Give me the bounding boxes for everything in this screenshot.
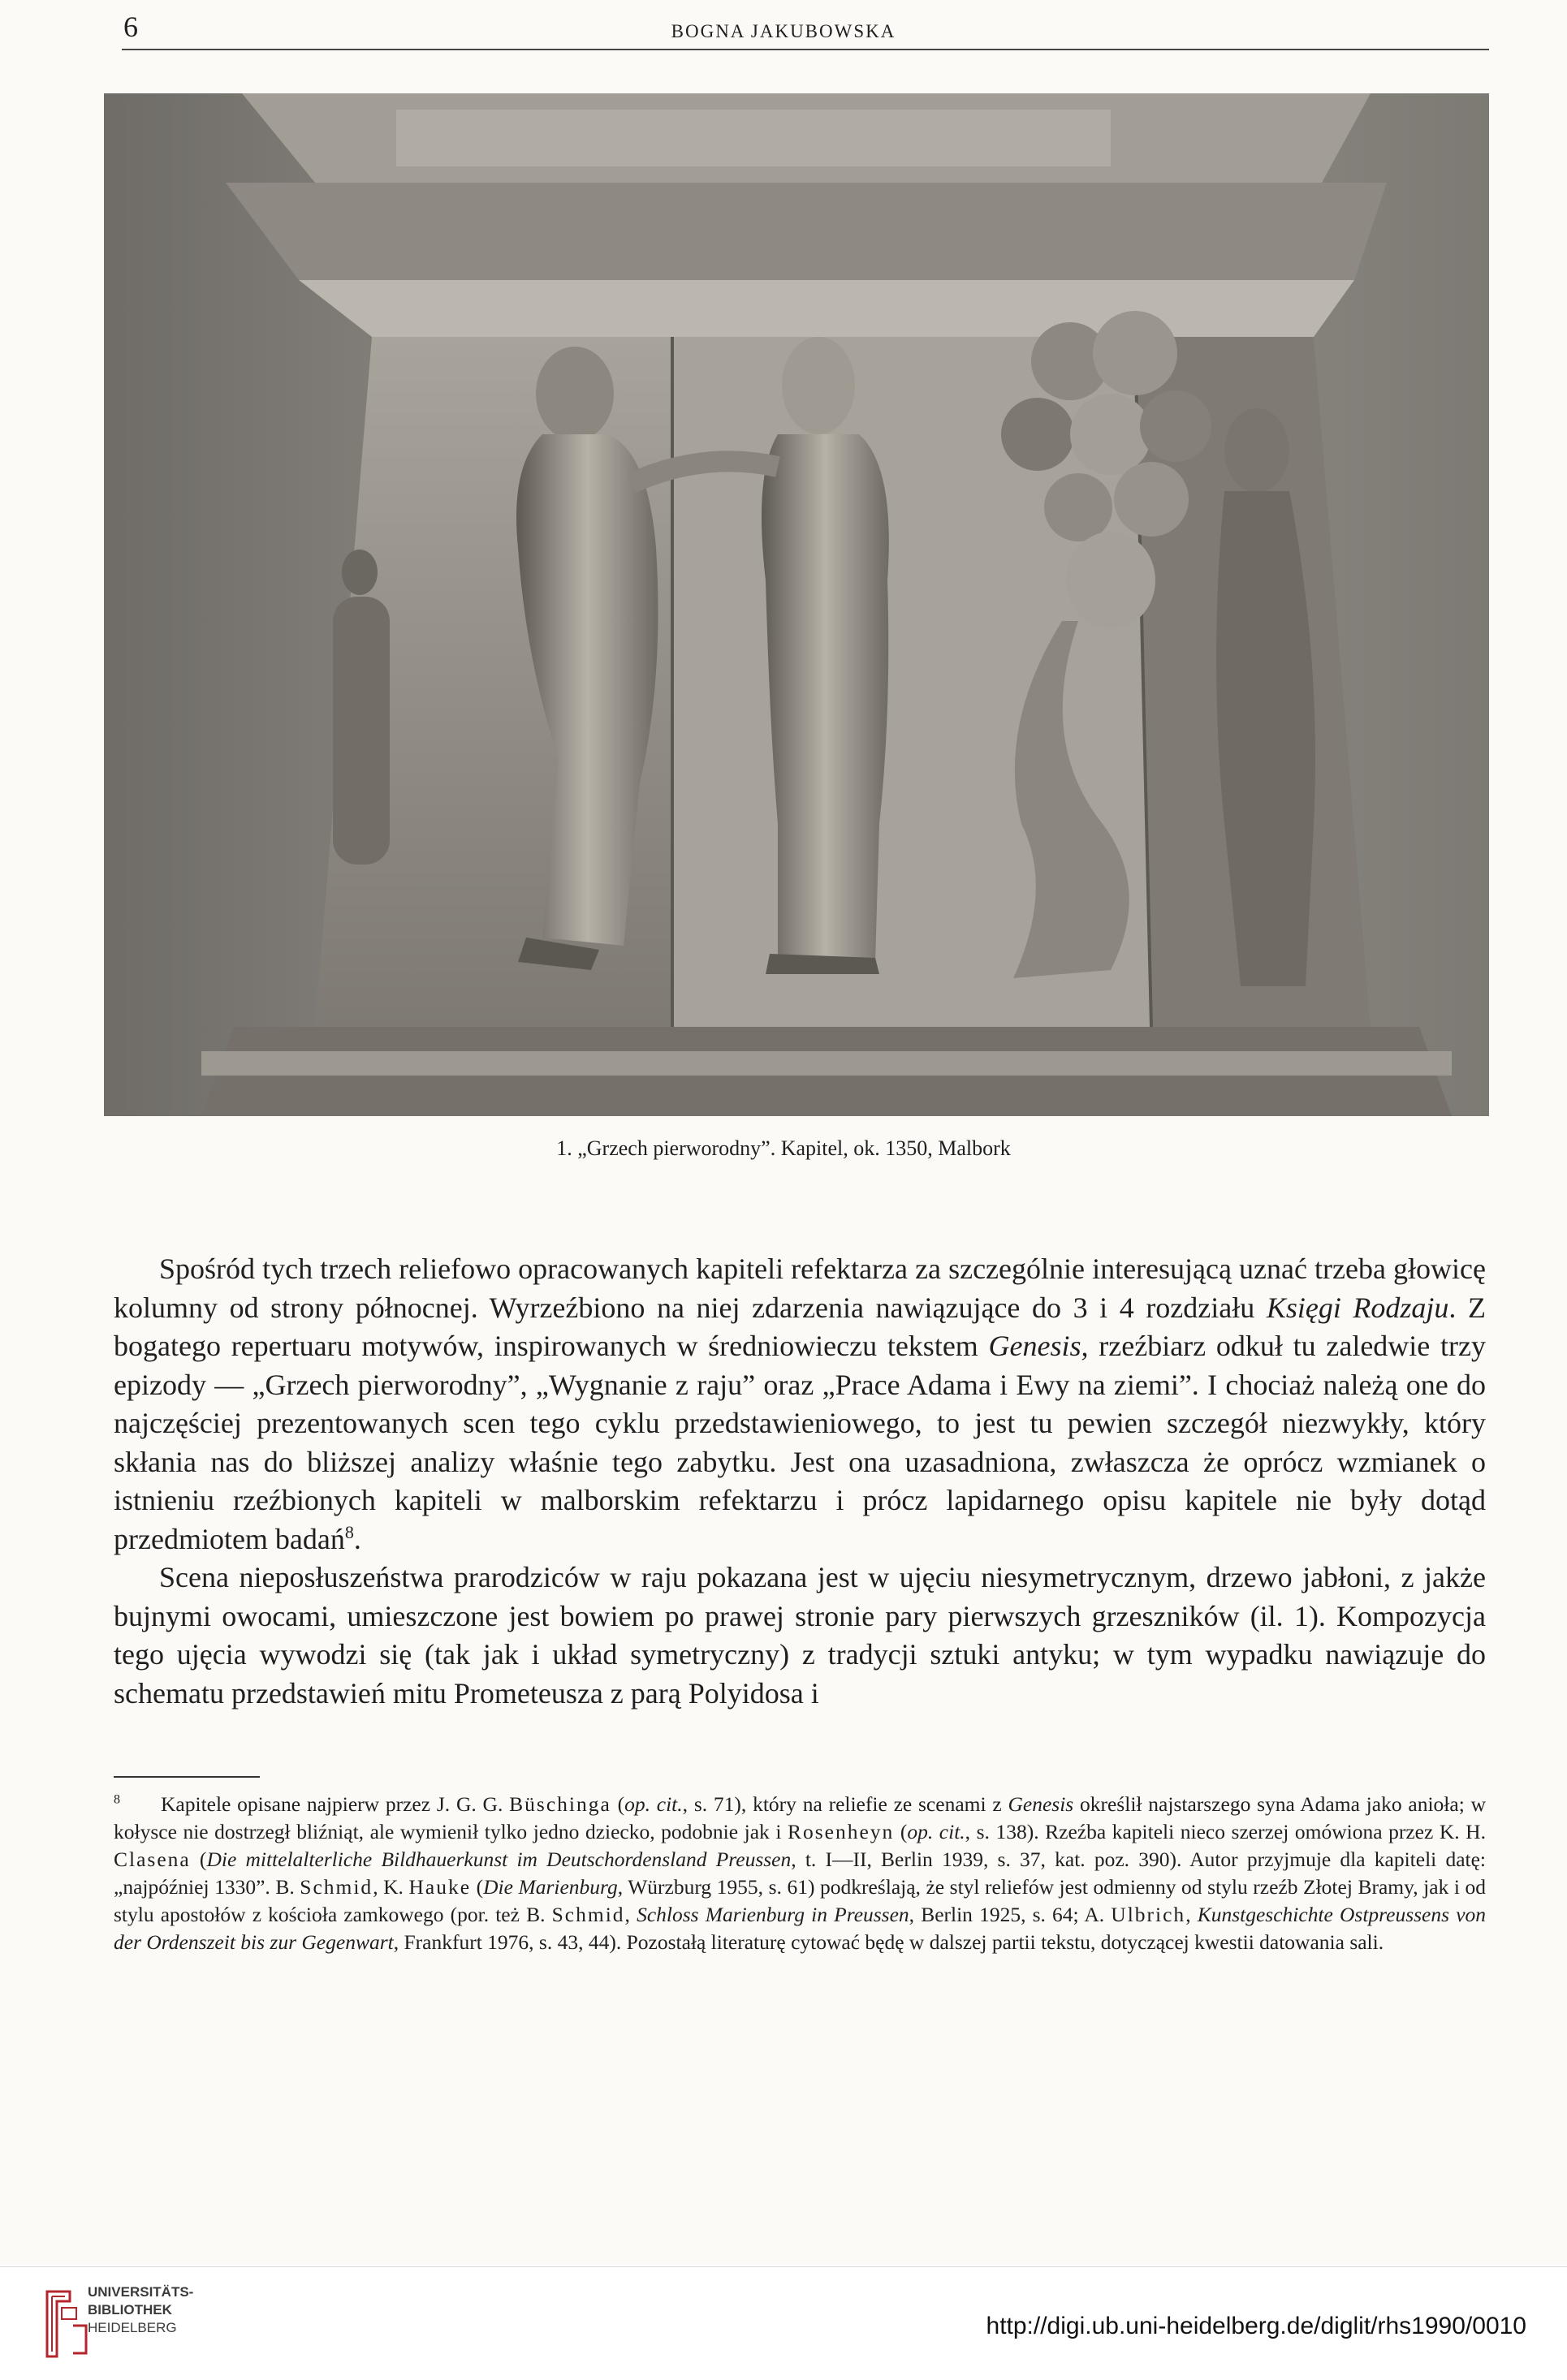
paragraph-2: Scena nieposłuszeństwa prarodziców w raju pokazana jest w ujęciu niesymetrycznym, drzewo jabłoni, z jakże bujnymi owocami, umieszczone jest bowiem po prawej stronie pary pierwszych grzeszników (il. 1). Kompozycja tego ujęcia wywodzi się (tak jak i układ symetryczny) z tradycji sztuki antyku; w tym wypadku nawiązuje do schematu przedstawień mitu Prometeusza z parą Polyidosa i bbox=[114, 1561, 1486, 1710]
header-rule bbox=[122, 49, 1489, 50]
document-url[interactable]: http://digi.ub.uni-heidelberg.de/diglit/rhs1990/0010 bbox=[986, 2313, 1526, 2339]
library-name[interactable]: UNIVERSITÄTS- BIBLIOTHEK HEIDELBERG bbox=[88, 2284, 194, 2335]
viewer-footer bbox=[0, 2266, 1567, 2380]
footnote-ref[interactable]: 8 bbox=[344, 1521, 354, 1542]
figure-photo bbox=[104, 93, 1489, 1116]
footnote-rule bbox=[114, 1776, 260, 1778]
footnote-8: $^8$ Kapitele opisane najpierw przez J. G. G. Büschinga (op. cit., s. 71), który na reliefie ze scenami z Genesis określił najstarszego syna Adama jako anioła; w kołysce nie dostrzegł bliźniąt, ale wymienił tylko jedno dziecko, podobnie jak i Rosenheyn (op. cit., s. 138). Rzeźba kapiteli nieco szerzej omówiona przez K. H. Clasena (Die mittelalterliche Bildhauerkunst im Deutschordensland Preussen, t. I—II, Berlin 1939, s. 37, kat. poz. 390). Autor przyjmuje dla kapiteli datę: „najpóźniej 1330”. B. Schmid, K. Hauke (Die Marienburg, Würzburg 1955, s. 61) podkreślają, że styl reliefów jest odmienny od stylu rzeźb Złotej Bramy, jak i od stylu apostołów z kościoła zamkowego (por. też B. Schmid, Schloss Marienburg in Preussen, Berlin 1925, s. 64; A. Ulbrich, Kunstgeschichte Ostpreussens von der Ordenszeit bis zur Gegenwart, Frankfurt 1976, s. 43, 44). Pozostałą literaturę cytować będę w dalszej partii tekstu, dotyczącej kwestii datowania sali. bbox=[114, 1792, 1487, 1954]
paragraph-1: Spośród tych trzech reliefowo opracowanych kapiteli refektarza za szczególnie interesującą uznać trzeba głowicę kolumny od strony północnej. Wyrzeźbiono na niej zdarzenia nawiązujące do 3 i 4 rozdziału Księgi Rodzaju. Z bogatego repertuaru motywów, inspirowanych w średniowieczu tekstem Genesis, rzeźbiarz odkuł tu zaledwie trzy epizody — „Grzech pierworodny”, „Wygnanie z raju” oraz „Prace Adama i Ewy na ziemi”. I chociaż należą one do najczęściej prezentowanych scen tego cyklu przedstawieniowego, to jest tu pewien szczegół niezwykły, który skłania nas do bliższej analizy właśnie tego zabytku. Jest ona uzasadniona, zwłaszcza że oprócz wzmianek o istnieniu rzeźbionych kapiteli w malborskim refektarzu i prócz lapidarnego opisu kapitele nie były dotąd przedmiotem badań$^8$. bbox=[114, 1253, 1486, 1555]
footnote-number: 8 bbox=[114, 1792, 120, 1807]
carved-capital-photo bbox=[104, 93, 1489, 1116]
page-number: 6 bbox=[123, 11, 138, 43]
running-head: BOGNA JAKUBOWSKA bbox=[671, 21, 896, 41]
body-text bbox=[114, 1250, 1486, 1713]
figure-caption: 1. „Grzech pierworodny”. Kapitel, ok. 1350, Malbork bbox=[556, 1136, 1011, 1160]
